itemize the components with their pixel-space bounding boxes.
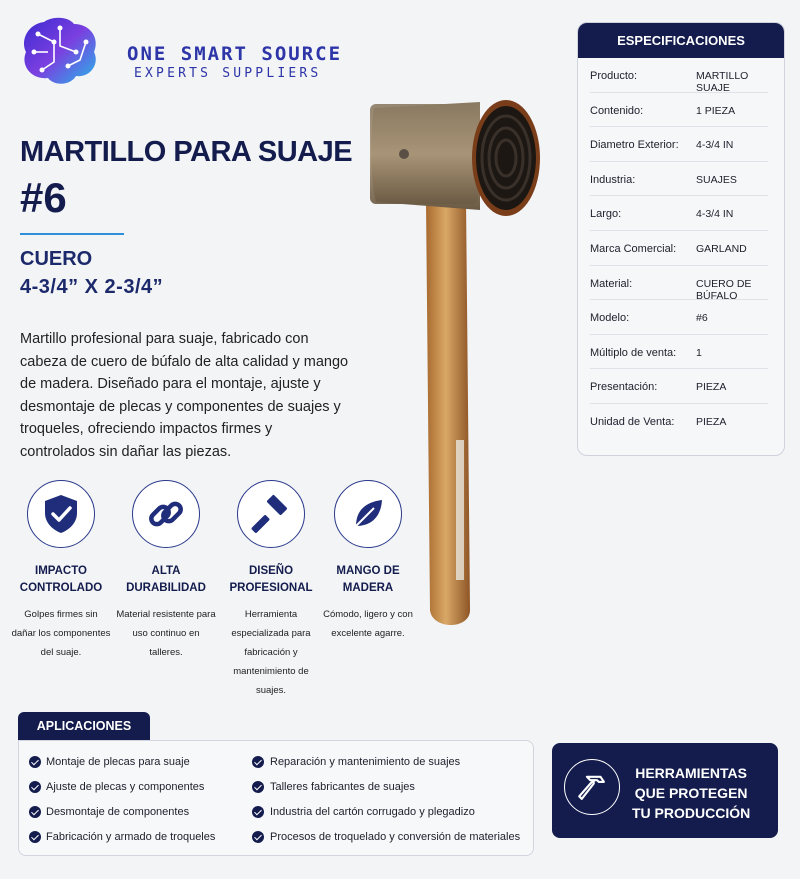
- brand-title: ONE SMART SOURCE: [127, 43, 343, 65]
- spec-value: 4-3/4 IN: [696, 208, 734, 221]
- spec-row: [590, 127, 768, 162]
- specifications-header: ESPECIFICACIONES: [578, 23, 784, 58]
- check-icon: [252, 831, 264, 843]
- check-icon: [29, 781, 41, 793]
- spec-value: PIEZA: [696, 415, 727, 428]
- chain-link-icon: [132, 480, 200, 548]
- application-item: Desmontaje de componentes: [46, 806, 190, 818]
- spec-label: Contenido:: [590, 104, 644, 117]
- spec-value: CUERO DE BÚFALO: [696, 277, 752, 302]
- spec-value: MARTILLO SUAJE: [696, 70, 749, 94]
- brand-logo: [14, 12, 344, 92]
- check-icon: [252, 806, 264, 818]
- applications-header: APLICACIONES: [18, 712, 150, 741]
- spec-row: [590, 300, 768, 335]
- spec-label: Producto:: [590, 70, 638, 82]
- application-item: Fabricación y armado de troqueles: [46, 831, 216, 843]
- spec-label: Material:: [590, 277, 633, 290]
- hammer-icon: [237, 480, 305, 548]
- feature-diseno: [221, 480, 321, 700]
- spec-row: [590, 266, 768, 301]
- spec-row: [590, 58, 768, 93]
- promo-line: HERRAMIENTAS: [635, 765, 747, 781]
- spec-row: [590, 335, 768, 370]
- spec-value: 4-3/4 IN: [696, 139, 734, 152]
- product-number: #6: [20, 174, 67, 221]
- specifications-table: [578, 58, 784, 439]
- spec-value: SUAJES: [696, 173, 737, 186]
- spec-label: Múltiplo de venta:: [590, 346, 677, 359]
- feature-impacto: [11, 480, 111, 662]
- hammer-product-image: [360, 90, 560, 650]
- check-icon: [252, 756, 264, 768]
- spec-row: [590, 196, 768, 231]
- check-icon: [29, 831, 41, 843]
- product-size: 4-3/4” X 2-3/4”: [20, 276, 164, 298]
- spec-value: 1 PIEZA: [696, 104, 736, 117]
- promo-line: TU PRODUCCIÓN: [632, 805, 751, 821]
- promo-text: [632, 763, 750, 823]
- title-divider: [20, 233, 124, 235]
- product-description: Martillo profesional para suaje, fabricado con cabeza de cuero de búfalo de alta calidad y mango de madera. Diseñado para el montaje, ajuste y desmontaje de plecas y componentes de suajes y troqueles, ofreciendo impactos firmes y controlados sin dañar las piezas.: [20, 331, 349, 460]
- hammer-icon: [564, 759, 620, 815]
- shield-check-icon: [27, 480, 95, 548]
- feature-title: IMPACTO CONTROLADO: [19, 565, 103, 594]
- spec-value: 1: [696, 346, 702, 359]
- spec-row: [590, 93, 768, 128]
- spec-row: [590, 404, 768, 439]
- application-item: Reparación y mantenimiento de suajes: [270, 756, 461, 768]
- spec-row: [590, 231, 768, 266]
- application-item: Ajuste de plecas y componentes: [46, 781, 205, 793]
- spec-label: Industria:: [590, 173, 636, 186]
- spec-label: Unidad de Venta:: [590, 415, 675, 428]
- feature-title: DISEÑO PROFESIONAL: [229, 565, 313, 594]
- spec-label: Marca Comercial:: [590, 242, 677, 255]
- brand-subtitle: EXPERTS SUPPLIERS: [134, 66, 322, 81]
- promo-line: QUE PROTEGEN: [634, 785, 748, 801]
- specifications-panel: [577, 22, 785, 456]
- feature-durabilidad: [116, 480, 216, 662]
- feature-desc: Material resistente para uso continuo en talleres.: [116, 609, 216, 658]
- spec-label: Modelo:: [590, 312, 630, 325]
- spec-label: Presentación:: [590, 381, 658, 394]
- spec-label: Diametro Exterior:: [590, 139, 679, 152]
- brain-logo-icon: [14, 12, 104, 90]
- feature-title: MANGO DE MADERA: [336, 565, 400, 594]
- feature-desc: Cómodo, ligero y con excelente agarre.: [323, 609, 413, 639]
- spec-value: GARLAND: [696, 242, 747, 255]
- feature-title: ALTA DURABILIDAD: [126, 565, 206, 594]
- check-icon: [29, 756, 41, 768]
- feature-desc: Golpes firmes sin dañar los componentes del suaje.: [11, 609, 111, 658]
- applications-list: [18, 740, 534, 856]
- product-material: CUERO: [20, 248, 93, 270]
- spec-row: [590, 369, 768, 404]
- spec-value: PIEZA: [696, 381, 727, 394]
- promo-banner: [552, 743, 778, 838]
- check-icon: [29, 806, 41, 818]
- check-icon: [252, 781, 264, 793]
- application-item: Talleres fabricantes de suajes: [270, 781, 415, 793]
- spec-value: #6: [696, 312, 708, 325]
- product-title: MARTILLO PARA SUAJE: [20, 136, 353, 168]
- spec-label: Largo:: [590, 208, 622, 221]
- application-item: Montaje de plecas para suaje: [46, 756, 190, 768]
- feature-desc: Herramienta especializada para fabricación y mantenimiento de suajes.: [231, 609, 311, 696]
- application-item: Industria del cartón corrugado y plegadizo: [270, 806, 475, 818]
- application-item: Procesos de troquelado y conversión de materiales: [270, 831, 521, 843]
- spec-row: [590, 162, 768, 197]
